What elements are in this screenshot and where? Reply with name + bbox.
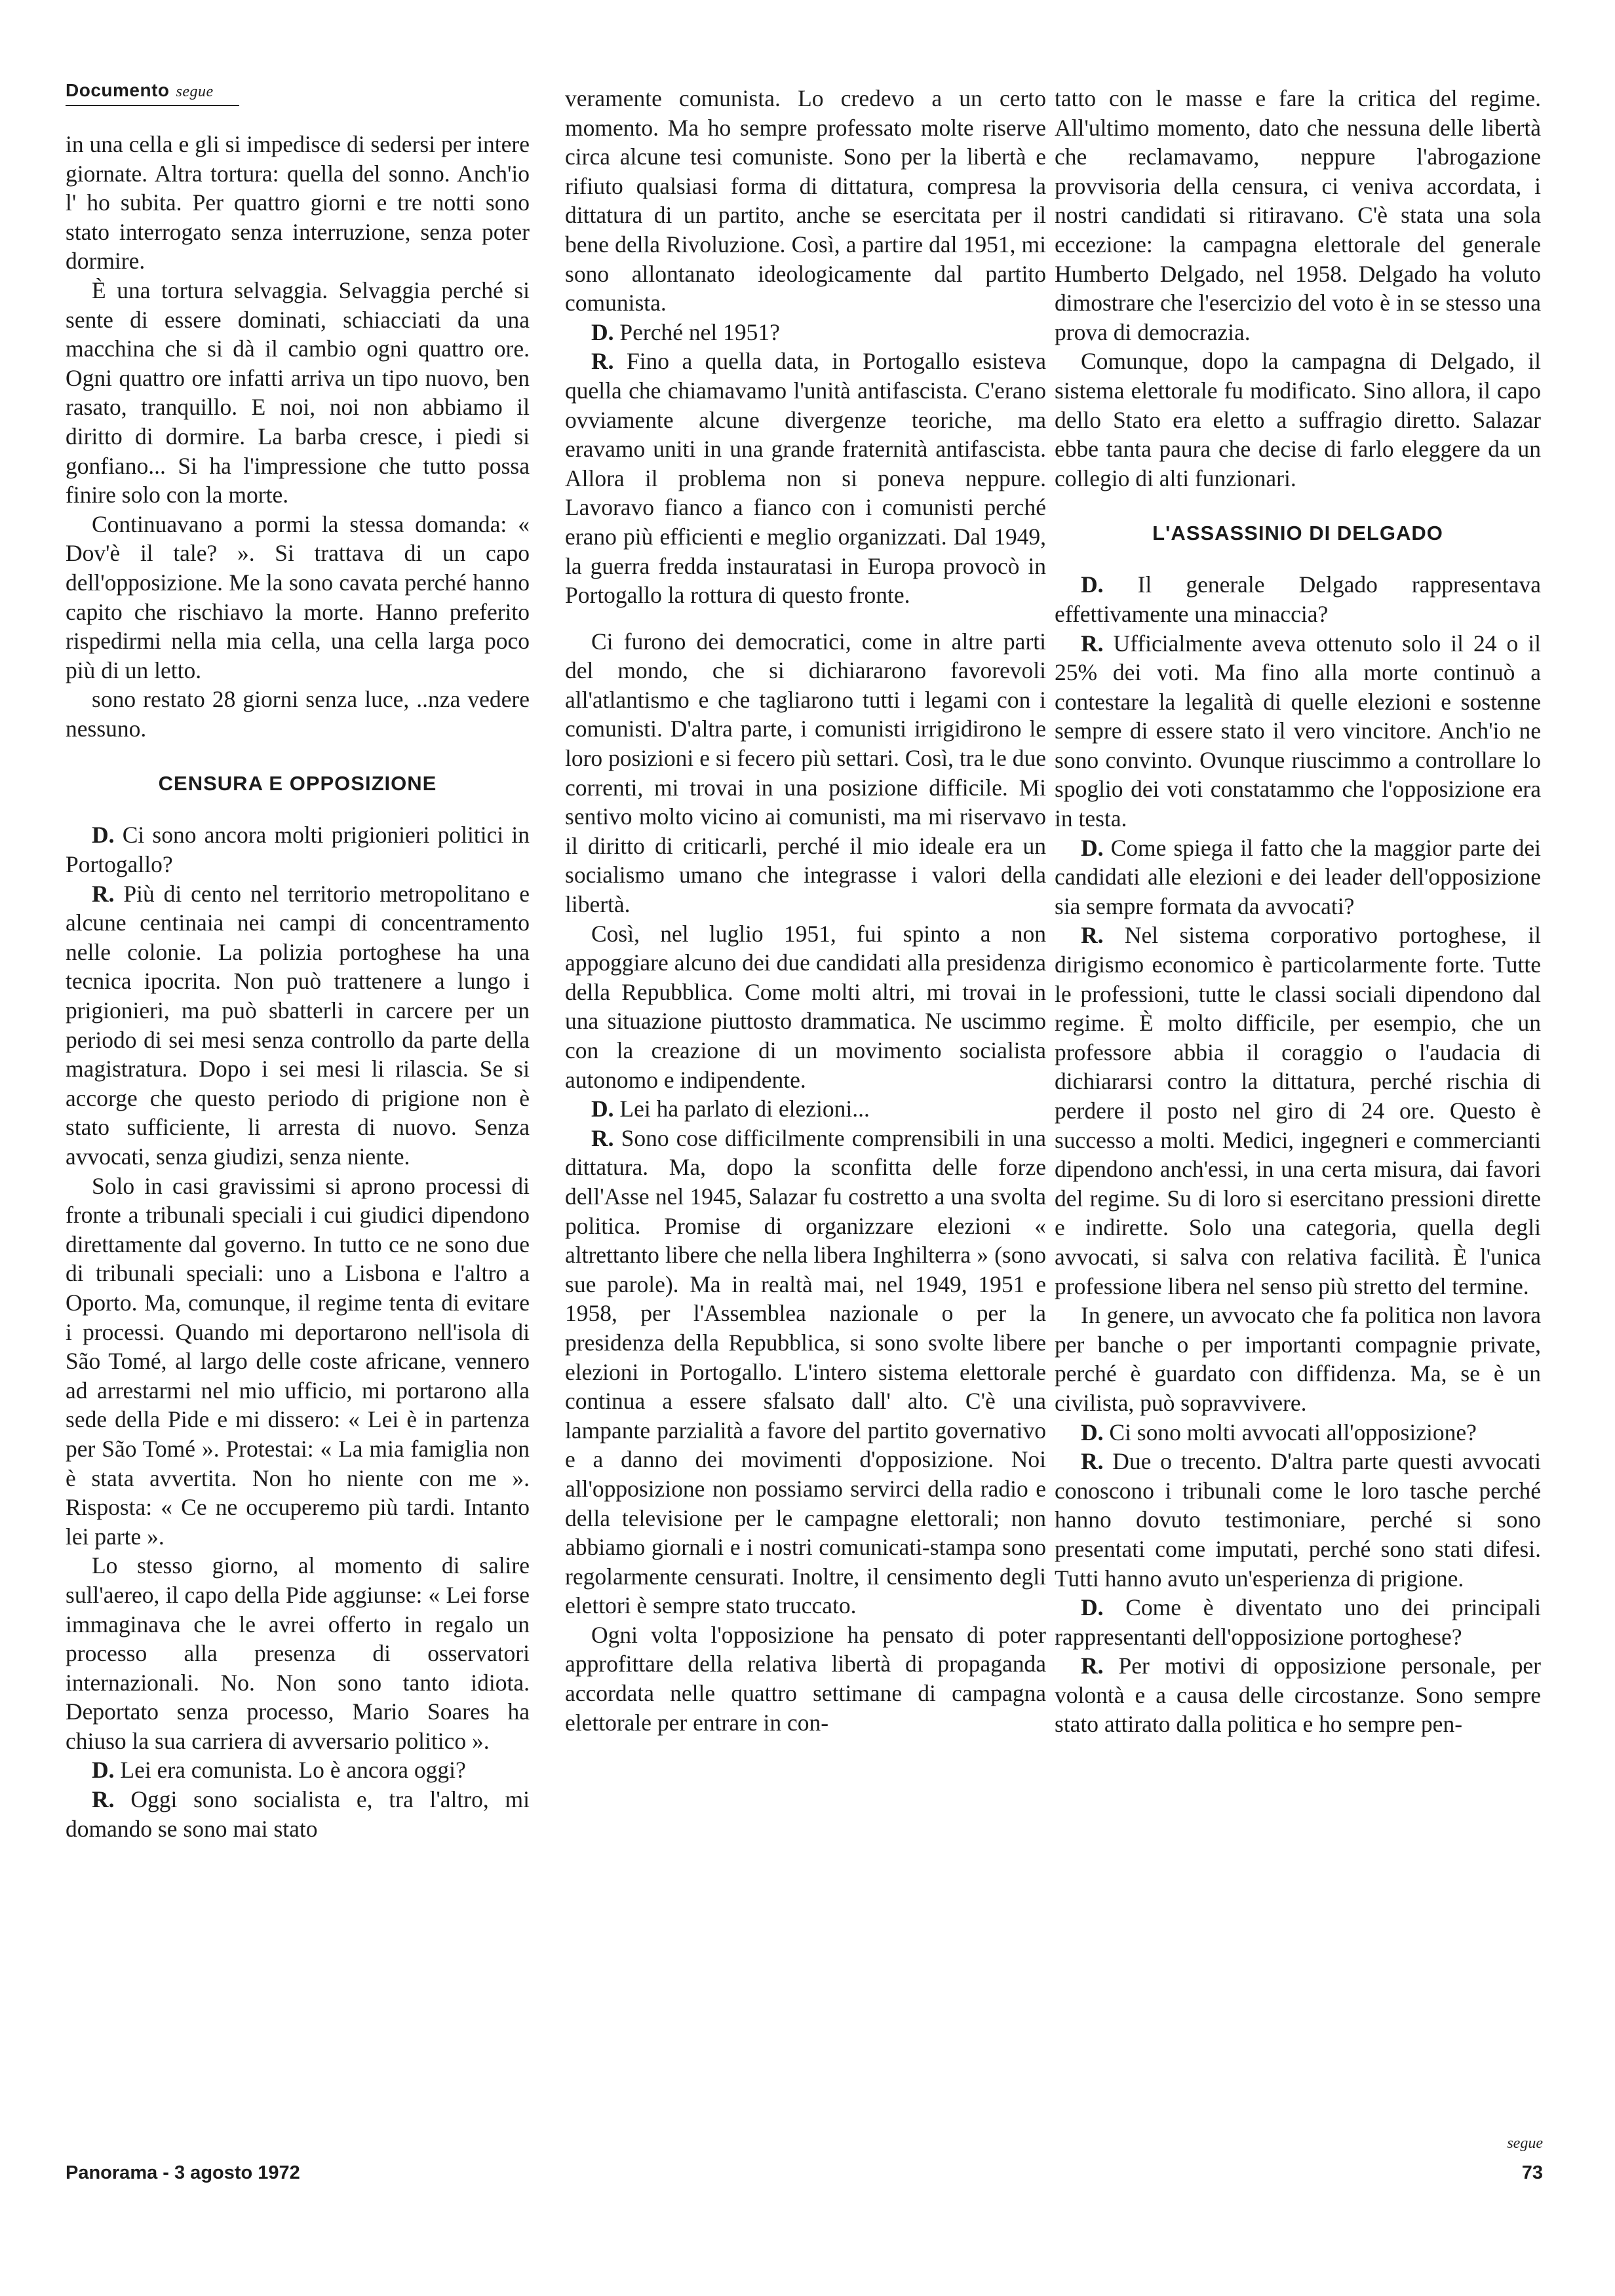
- paragraph-text: Continuavano a pormi la stessa domanda: « Dov'è il tale? ». Si trattava di un capo dell'opposizione. Me la sono cavata perché hanno capito che rischiavo la morte. Hanno preferito rispedirmi nella mia cella, una cella larga poco più di un letto.: [66, 510, 530, 683]
- paragraph-text: Comunque, dopo la campagna di Delgado, il sistema elettorale fu modificato. Sino allora, il capo dello Stato era eletto a suffragio diretto. Salazar ebbe tanta paura che decise di farlo eleggere da un collegio di alti funzionari.: [1055, 348, 1541, 491]
- speaker-label: R.: [591, 348, 614, 375]
- paragraph: [66, 130, 530, 276]
- speaker-label: D.: [92, 822, 115, 849]
- interview-answer: [66, 879, 530, 1172]
- paragraph-text: Oggi sono socialista e, tra l'altro, mi domando se sono mai stato: [66, 1786, 530, 1842]
- paragraph-text: Così, nel luglio 1951, fui spinto a non appoggiare alcuno dei due candidati alla presidenza della Repubblica. Come molti altri, mi trovai in una situazione piuttosto drammatica. Ne uscimmo con la creazione di un movimento socialista autonomo e indipendente.: [565, 920, 1046, 1093]
- paragraph: [66, 276, 530, 510]
- continued-note: segue: [1507, 2135, 1543, 2152]
- speaker-label: R.: [1081, 630, 1104, 657]
- speaker-label: D.: [1081, 1419, 1104, 1445]
- section-heading: L'ASSASSINIO DI DELGADO: [1152, 522, 1443, 545]
- paragraph: [66, 685, 530, 743]
- paragraph-text: Ogni volta l'opposizione ha pensato di poter approfittare della relativa libertà di propaganda accordata nelle quattro settimane di campagna elettorale per entrare in con-: [565, 1621, 1046, 1736]
- interview-question: [1055, 570, 1541, 628]
- paragraph: [1055, 347, 1541, 493]
- paragraph-text: Il generale Delgado rappresentava effettivamente una minaccia?: [1055, 571, 1542, 627]
- paragraph: [1055, 84, 1541, 347]
- section-heading: CENSURA E OPPOSIZIONE: [158, 772, 437, 795]
- interview-answer: [565, 347, 1046, 609]
- section-continued: segue: [176, 83, 214, 100]
- paragraph-text: Fino a quella data, in Portogallo esisteva quella che chiamavamo l'unità antifascista. C'erano ovviamente alcune divergenze teoriche, ma eravamo uniti in una grande fraternità antifascista. Allora il problema non si poneva neppure. Lavoravo fianco a fianco con i comunisti perché erano più efficienti e meglio organizzati. Dal 1949, la guerra fredda instauratasi in Europa provocò in Portogallo la rottura di questo fronte.: [565, 348, 1047, 609]
- article-column-2: [565, 84, 1046, 1737]
- paragraph: [66, 510, 530, 685]
- paragraph-text: in una cella e gli si impedisce di sedersi per intere giornate. Altra tortura: quella del sonno. Anch'io l' ho subita. Per quattro giorni e tre notti sono stato interrogato senza interruzione, senza poter dormire.: [66, 131, 530, 275]
- paragraph-text: Solo in casi gravissimi si aprono processi di fronte a tribunali speciali i cui giudici dipendono direttamente dal governo. In tutto ce ne sono due di tribunali speciali: uno a Lisbona e l'altro a Oporto. Ma, comunque, il regime tenta di evitare i processi. Quando mi deportarono nell'isola di São Tomé, al largo delle coste africane, vennero ad arrestarmi nel mio ufficio, mi portarono alla sede della Pide e mi dissero: « Lei è in partenza per São Tomé ». Protestai: « La mia famiglia non è stata avvertita. Non ho niente con me ». Risposta: « Ce ne occuperemo più tardi. Intanto lei parte ».: [66, 1172, 530, 1550]
- interview-answer: [1055, 921, 1541, 1301]
- paragraph-text: Sono cose difficilmente comprensibili in una dittatura. Ma, dopo la sconfitta delle forze dell'Asse nel 1945, Salazar fu costretto a una svolta politica. Promise di organizzare elezioni « altrettanto libere che nella libera Inghilterra » (sono sue parole). Ma in realtà mai, nel 1949, 1951 e 1958, per l'Assemblea nazionale o per la presidenza della Repubblica, si sono svolte libere elezioni in Portogallo. L'intero sistema elettorale continua a essere sfalsato dall' alto. C'è una lampante parzialità a favore del partito governativo e a danno dei movimenti d'opposizione. Noi all'opposizione non possiamo servirci della radio e della televisione per le campagne elettorali; non abbiamo giornali e i nostri comunicati-stampa sono regolarmente censurati. Inoltre, il censimento degli elettori è sempre stato truccato.: [565, 1124, 1047, 1619]
- paragraph-text: Per motivi di opposizione personale, per volontà e a causa delle circostanze. Sono sempre stato attirato dalla politica e ho sempre pen-: [1055, 1653, 1541, 1738]
- paragraph-text: Perché nel 1951?: [619, 318, 780, 345]
- header-rule: [66, 105, 239, 106]
- interview-answer: [66, 1785, 530, 1843]
- article-column-3: [1055, 84, 1541, 1739]
- paragraph: [66, 1551, 530, 1755]
- section-header: [66, 80, 214, 101]
- speaker-label: R.: [1081, 922, 1104, 949]
- speaker-label: D.: [1081, 1594, 1104, 1621]
- paragraph: [565, 627, 1046, 919]
- paragraph-text: Come spiega il fatto che la maggior parte dei candidati alle elezioni e dei leader dell'opposizione sia sempre formata da avvocati?: [1055, 834, 1541, 919]
- speaker-label: R.: [1081, 1653, 1104, 1679]
- interview-answer: [1055, 629, 1541, 833]
- speaker-label: R.: [92, 1786, 115, 1813]
- paragraph-text: In genere, un avvocato che fa politica non lavora per banche o per importanti compagnie private, perché è guardato con diffidenza. Ma, se è un civilista, può sopravvivere.: [1055, 1302, 1541, 1416]
- paragraph: [1055, 1301, 1541, 1417]
- article-column-1: [66, 130, 530, 1843]
- paragraph: [565, 919, 1046, 1095]
- paragraph-text: Lo stesso giorno, al momento di salire sull'aereo, il capo della Pide aggiunse: « Lei forse immaginava che le avrei offerto in regalo un processo alla presenza di osservatori internazionali. No. Non sono tanto idiota. Deportato senza processo, Mario Soares ha chiuso la sua carriera di avversario politico ».: [66, 1552, 530, 1754]
- paragraph: [565, 84, 1046, 318]
- paragraph: [66, 1172, 530, 1552]
- paragraph-text: Ci sono molti avvocati all'opposizione?: [1109, 1419, 1477, 1445]
- speaker-label: D.: [591, 1096, 614, 1122]
- interview-question: [565, 318, 1046, 347]
- paragraph-text: tatto con le masse e fare la critica del regime. All'ultimo momento, dato che nessuna delle libertà che reclamavamo, neppure l'abrogazione provvisoria della censura, ci veniva accordata, i nostri candidati si ritiravano. C'è stata una sola eccezione: la campagna elettorale del generale Humberto Delgado, nel 1958. Delgado ha voluto dimostrare che l'esercizio del voto è in se stesso una prova di democrazia.: [1055, 85, 1541, 345]
- interview-question: [1055, 1593, 1541, 1651]
- paragraph-text: sono restato 28 giorni senza luce, ..nza vedere nessuno.: [66, 686, 530, 742]
- interview-question: [565, 1094, 1046, 1124]
- paragraph-text: Più di cento nel territorio metropolitano e alcune centinaia nei campi di concentramento nelle colonie. La polizia portoghese ha una tecnica ipocrita. Non può trattenere a lungo i prigionieri, ma può sbatterli in carcere per un periodo di sei mesi senza controllo da parte della magistratura. Dopo i sei mesi li rilascia. Se si accorge che questo periodo di prigione non è stato sufficiente, li arresta di nuovo. Senza avvocati, senza giudizi, senza niente.: [66, 880, 530, 1170]
- speaker-label: D.: [591, 318, 614, 345]
- speaker-label: D.: [92, 1757, 115, 1784]
- speaker-label: R.: [92, 880, 115, 907]
- paragraph-text: Lei era comunista. Lo è ancora oggi?: [120, 1757, 466, 1784]
- interview-question: [66, 820, 530, 879]
- interview-question: [66, 1755, 530, 1785]
- interview-answer: [1055, 1447, 1541, 1593]
- interview-question: [1055, 833, 1541, 921]
- page-number: 73: [1521, 2162, 1543, 2183]
- paragraph-text: Lei ha parlato di elezioni...: [619, 1096, 870, 1122]
- paragraph-text: Nel sistema corporativo portoghese, il dirigismo economico è particolarmente forte. Tutte le professioni, tutte le classi sociali dipendono dal regime. È molto difficile, per esempio, che un professore abbia il coraggio o l'audacia di dichiararsi contro la dittatura, perché rischia di perdere il posto nel giro di 24 ore. Questo è successo a molti. Medici, ingegneri e commercianti dipendono anch'essi, in una certa misura, dai favori del regime. Su di loro si esercitano pressioni dirette e indirette. Solo una categoria, quella degli avvocati, si salva con relativa facilità. È l'unica professione libera nel senso più stretto del termine.: [1055, 922, 1541, 1299]
- section-label: Documento: [66, 80, 170, 100]
- paragraph-text: Ci furono dei democratici, come in altre parti del mondo, che si dichiararono favorevoli all'atlantismo e che tagliarono tutti i legami con i comunisti. D'altra parte, i comunisti irrigidirono le loro posizioni e si fecero più settari. Così, tra le due correnti, mi trovai in una posizione difficile. Mi sentivo molto vicino ai comunisti, ma mi riservavo il diritto di criticarli, perché il mio ideale era un socialismo umano che integrasse i valori della libertà.: [565, 628, 1046, 918]
- speaker-label: R.: [1081, 1448, 1104, 1475]
- paragraph-text: Due o trecento. D'altra parte questi avvocati conoscono i tribunali come le loro tasche perché hanno dovuto testimoniare, perché si sono presentati come imputati, perché sono stati difesi. Tutti hanno avuto un'esperienza di prigione.: [1055, 1448, 1541, 1592]
- speaker-label: R.: [591, 1124, 614, 1151]
- magazine-issue: Panorama - 3 agosto 1972: [66, 2162, 300, 2183]
- speaker-label: D.: [1081, 571, 1104, 598]
- speaker-label: D.: [1081, 834, 1104, 861]
- paragraph: [565, 1620, 1046, 1737]
- paragraph-text: veramente comunista. Lo credevo a un certo momento. Ma ho sempre professato molte riserve circa alcune tesi comuniste. Sono per la libertà e rifiuto qualsiasi forma di dittatura, compresa la dittatura di un partito, anche se esercitata per il bene della Rivoluzione. Così, a partire dal 1951, mi sono allontanato ideologicamente dal partito comunista.: [565, 85, 1046, 316]
- paragraph-text: Ufficialmente aveva ottenuto solo il 24 o il 25% dei voti. Ma fino alla morte continuò a contestare la legalità di quelle elezioni e sostenne sempre di essere stato il vero vincitore. Anch'io ne sono convinto. Ovunque riuscimmo a controllare lo spoglio dei voti constatammo che l'opposizione era in testa.: [1055, 630, 1541, 832]
- paragraph-text: Ci sono ancora molti prigionieri politici in Portogallo?: [66, 822, 530, 878]
- paragraph-text: Come è diventato uno dei principali rappresentanti dell'opposizione portoghese?: [1055, 1594, 1541, 1650]
- interview-question: [1055, 1418, 1541, 1447]
- paragraph-text: È una tortura selvaggia. Selvaggia perché si sente di essere dominati, schiacciati da una macchina che si dà il cambio ogni quattro ore. Ogni quattro ore infatti arriva un tipo nuovo, ben rasato, tranquillo. E noi, noi non abbiamo il diritto di dormire. La barba cresce, i piedi si gonfiano... Si ha l'impressione che tutto possa finire solo con la morte.: [66, 277, 530, 508]
- interview-answer: [565, 1124, 1046, 1620]
- interview-answer: [1055, 1651, 1541, 1739]
